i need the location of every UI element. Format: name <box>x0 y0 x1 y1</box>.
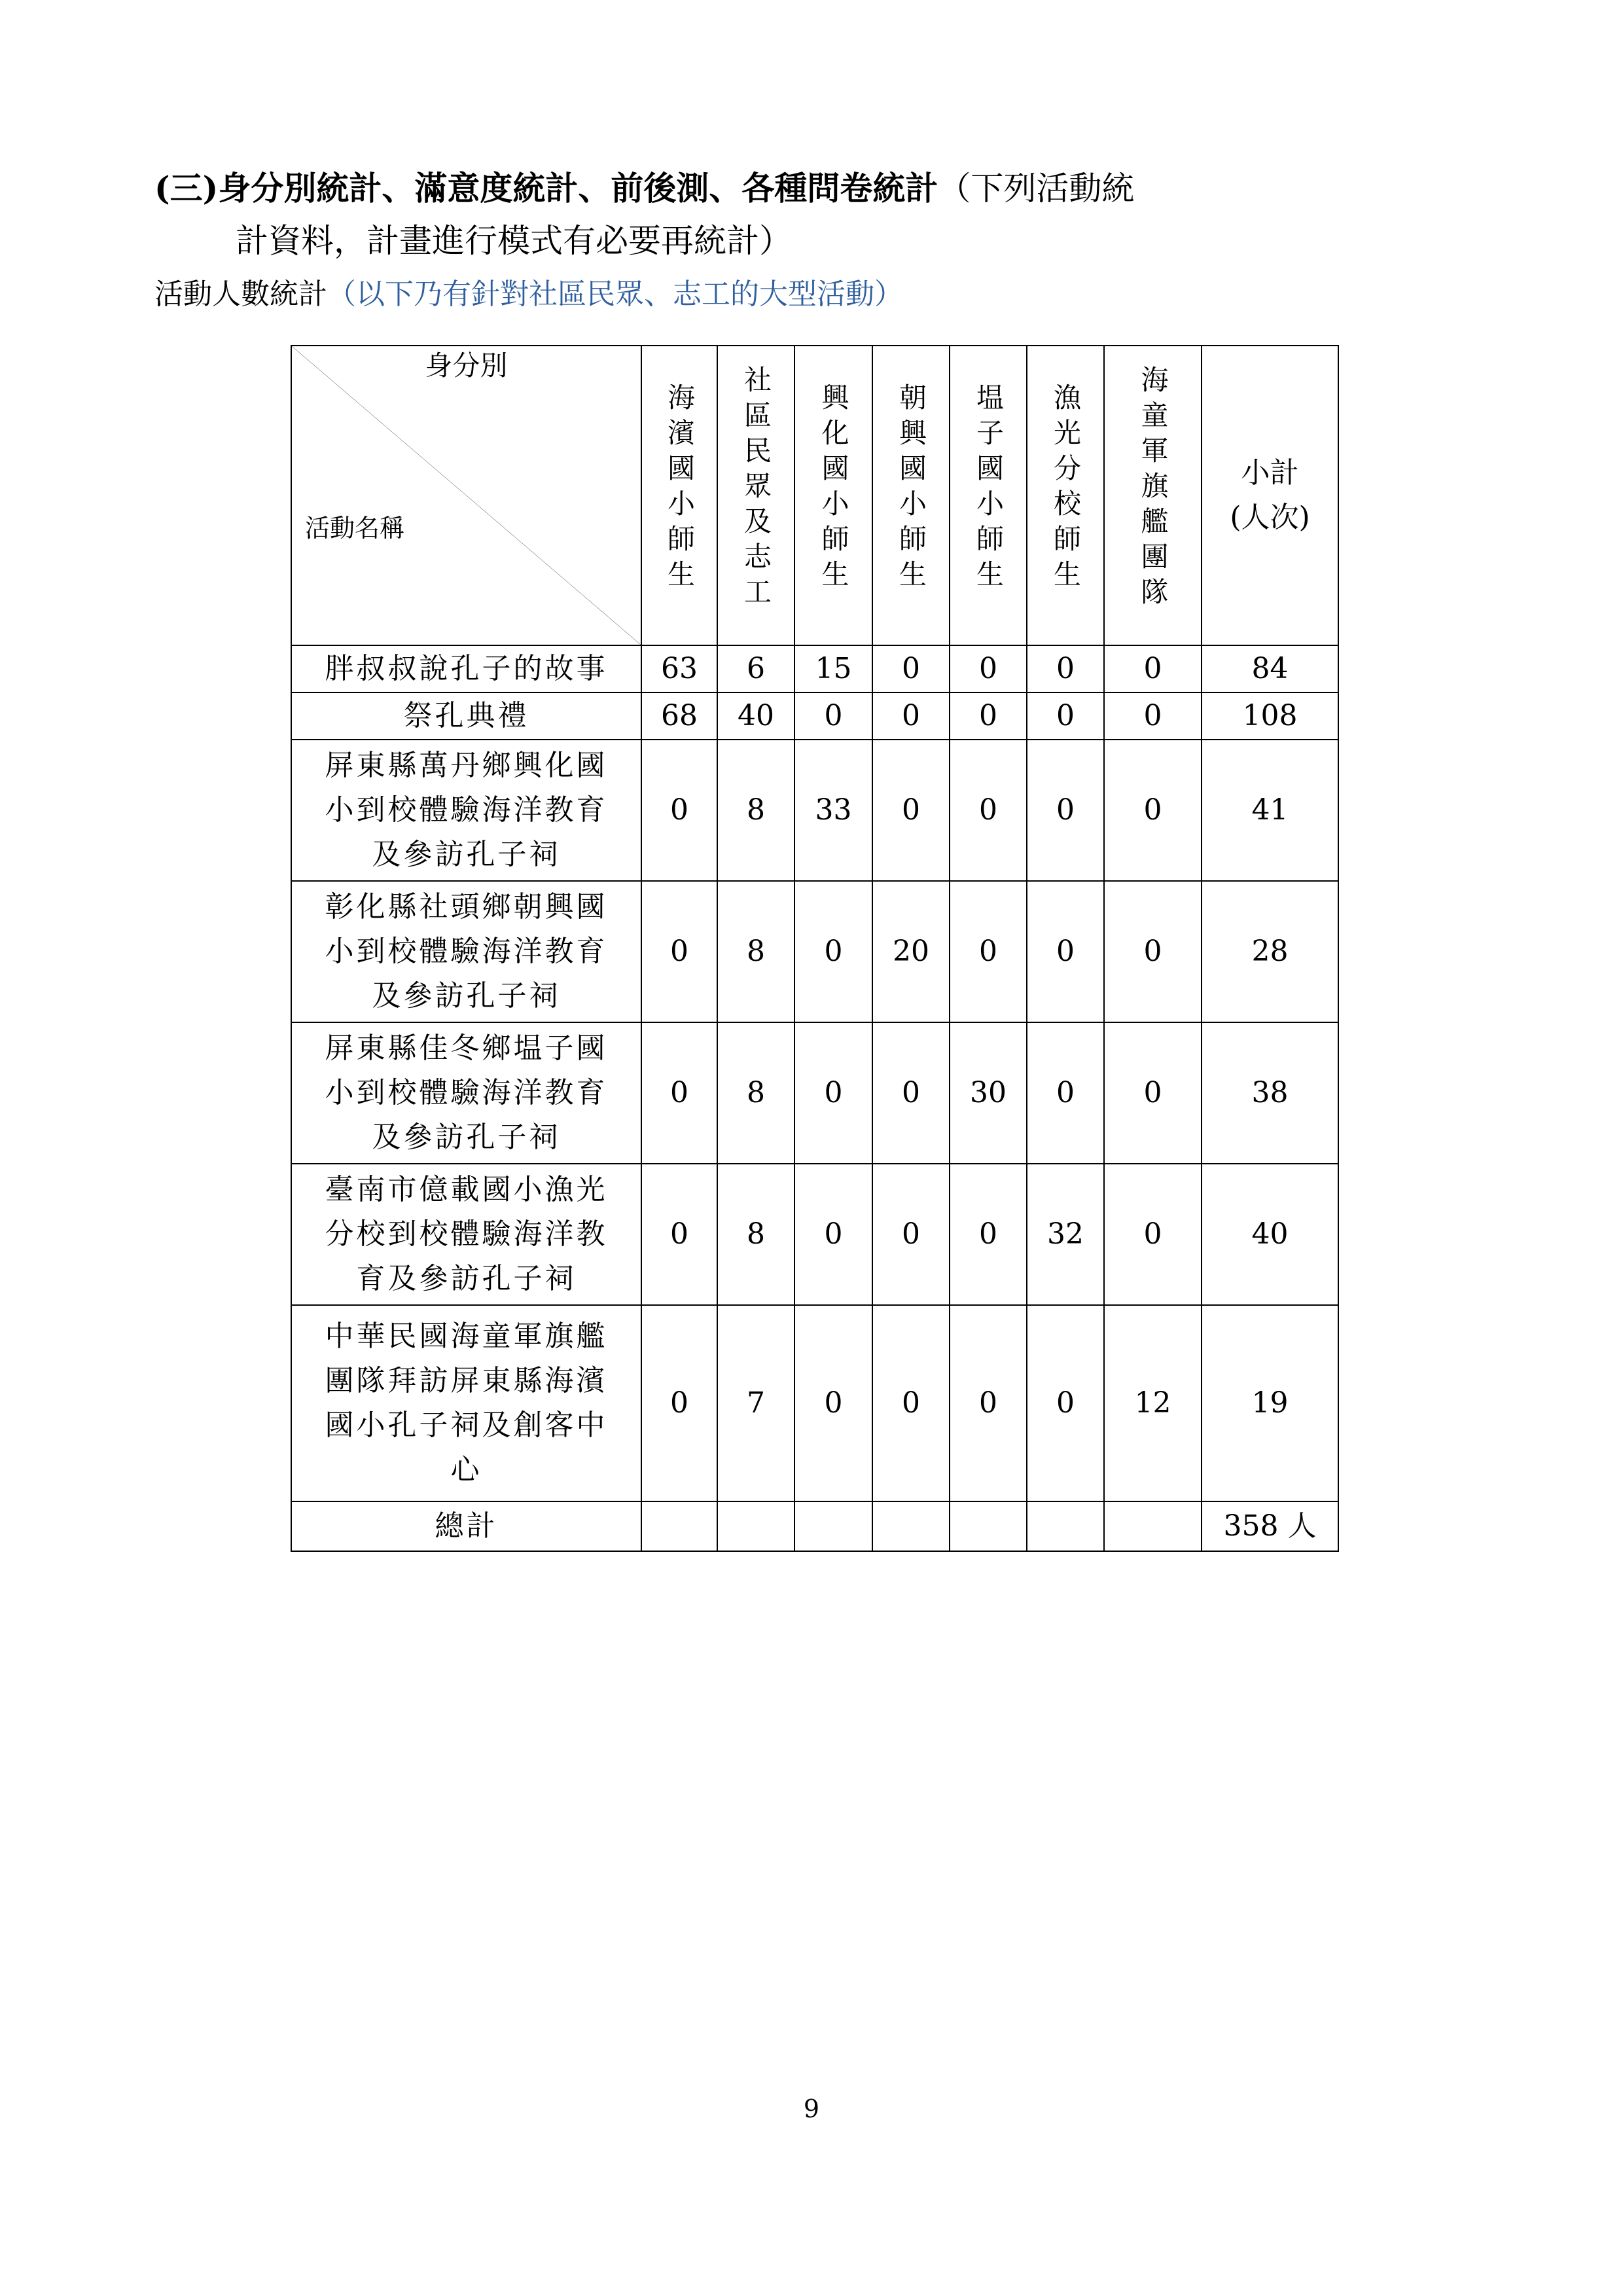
subtotal-cell: 38 <box>1202 1022 1338 1164</box>
count-cell: 0 <box>1027 740 1104 881</box>
count-cell: 33 <box>794 740 872 881</box>
count-cell: 15 <box>794 645 872 692</box>
table-row <box>291 1022 1338 1164</box>
count-cell: 0 <box>1104 692 1202 740</box>
column-header: 海童軍旗艦團隊 <box>1104 346 1202 645</box>
count-cell: 0 <box>794 1305 872 1501</box>
activity-name-line: 祭孔典禮 <box>403 699 529 732</box>
column-header: 社區民眾及志工 <box>717 346 794 645</box>
activity-name-line: 及參訪孔子祠 <box>372 1121 561 1154</box>
activity-name-line: 中華民國海童軍旗艦 <box>325 1319 608 1353</box>
activity-name-line: 分校到校體驗海洋教 <box>325 1217 608 1251</box>
activity-name-line: 小到校體驗海洋教育 <box>325 1076 608 1109</box>
count-cell: 0 <box>1104 1164 1202 1305</box>
subtotal-cell: 28 <box>1202 881 1338 1022</box>
count-cell: 8 <box>717 1164 794 1305</box>
activity-name <box>291 692 641 740</box>
activity-name-line: 胖叔叔說孔子的故事 <box>325 652 608 685</box>
table-row <box>291 645 1338 692</box>
count-cell: 0 <box>872 1164 950 1305</box>
count-cell: 0 <box>641 1164 717 1305</box>
heading-normal-part: （下列活動統 <box>938 170 1135 207</box>
activity-name-line: 小到校體驗海洋教育 <box>325 793 608 827</box>
subtotal-cell: 108 <box>1202 692 1338 740</box>
subheading-main: 活動人數統計 <box>154 278 327 311</box>
subheading-note: （以下乃有針對社區民眾、志工的大型活動） <box>327 278 903 311</box>
count-cell: 8 <box>717 881 794 1022</box>
corner-activity-label: 活動名稱 <box>305 514 405 543</box>
column-header: 漁光分校師生 <box>1027 346 1104 645</box>
count-cell: 8 <box>717 1022 794 1164</box>
count-cell: 0 <box>1027 692 1104 740</box>
count-cell: 0 <box>641 1022 717 1164</box>
activity-name <box>291 1305 641 1501</box>
count-cell: 8 <box>717 740 794 881</box>
activity-stats-table <box>291 345 1339 1552</box>
count-cell: 32 <box>1027 1164 1104 1305</box>
table-row <box>291 740 1338 881</box>
column-header: 興化國小師生 <box>794 346 872 645</box>
count-cell: 40 <box>717 692 794 740</box>
count-cell: 12 <box>1104 1305 1202 1501</box>
count-cell: 0 <box>794 881 872 1022</box>
total-empty-cell <box>1027 1501 1104 1551</box>
table-row <box>291 1305 1338 1501</box>
section-heading <box>154 162 1134 267</box>
count-cell: 0 <box>1104 740 1202 881</box>
activity-name-line: 心 <box>450 1453 482 1486</box>
count-cell: 68 <box>641 692 717 740</box>
heading-line2: 計資料，計畫進行模式有必要再統計） <box>236 222 792 260</box>
count-cell: 0 <box>950 881 1027 1022</box>
table-row <box>291 1164 1338 1305</box>
activity-name-line: 國小孔子祠及創客中 <box>325 1408 608 1442</box>
activity-name-line: 屏東縣萬丹鄉興化國 <box>325 749 608 782</box>
activity-name <box>291 881 641 1022</box>
count-cell: 63 <box>641 645 717 692</box>
count-cell: 0 <box>794 692 872 740</box>
total-empty-cell <box>641 1501 717 1551</box>
count-cell: 0 <box>641 740 717 881</box>
subtotal-cell: 41 <box>1202 740 1338 881</box>
count-cell: 0 <box>794 1164 872 1305</box>
table-row <box>291 692 1338 740</box>
count-cell: 30 <box>950 1022 1027 1164</box>
activity-name-line: 臺南市億載國小漁光 <box>325 1173 608 1206</box>
count-cell: 0 <box>1027 645 1104 692</box>
count-cell: 0 <box>872 740 950 881</box>
activity-name <box>291 740 641 881</box>
count-cell: 0 <box>950 645 1027 692</box>
count-cell: 6 <box>717 645 794 692</box>
activity-name <box>291 1022 641 1164</box>
heading-bold-part: (三)身分別統計、滿意度統計、前後測、各種問卷統計 <box>154 169 938 207</box>
subtotal-cell: 84 <box>1202 645 1338 692</box>
count-cell: 0 <box>1027 1022 1104 1164</box>
count-cell: 20 <box>872 881 950 1022</box>
count-cell: 0 <box>872 1022 950 1164</box>
total-value: 358 人 <box>1202 1501 1338 1551</box>
total-row <box>291 1501 1338 1551</box>
count-cell: 0 <box>1104 645 1202 692</box>
diagonal-line <box>292 346 641 645</box>
subtotal-header: 小計 (人次) <box>1202 346 1338 645</box>
count-cell: 0 <box>794 1022 872 1164</box>
column-header: 海濱國小師生 <box>641 346 717 645</box>
count-cell: 0 <box>950 692 1027 740</box>
count-cell: 0 <box>872 1305 950 1501</box>
activity-name-line: 屏東縣佳冬鄉塭子國 <box>325 1031 608 1065</box>
corner-cell <box>291 346 641 645</box>
page-number: 9 <box>803 2094 820 2123</box>
total-empty-cell <box>794 1501 872 1551</box>
count-cell: 0 <box>950 1305 1027 1501</box>
count-cell: 0 <box>950 1164 1027 1305</box>
total-empty-cell <box>1104 1501 1202 1551</box>
subheading <box>154 275 903 314</box>
count-cell: 0 <box>1027 881 1104 1022</box>
table-row <box>291 881 1338 1022</box>
activity-name-line: 彰化縣社頭鄉朝興國 <box>325 890 608 924</box>
column-header: 朝興國小師生 <box>872 346 950 645</box>
activity-name-line: 及參訪孔子祠 <box>372 838 561 871</box>
activity-name-line: 小到校體驗海洋教育 <box>325 935 608 968</box>
total-label: 總計 <box>291 1501 641 1551</box>
count-cell: 0 <box>641 1305 717 1501</box>
column-header: 塭子國小師生 <box>950 346 1027 645</box>
corner-identity-label: 身分別 <box>425 350 508 382</box>
count-cell: 0 <box>1027 1305 1104 1501</box>
count-cell: 0 <box>1104 881 1202 1022</box>
total-empty-cell <box>950 1501 1027 1551</box>
activity-name <box>291 1164 641 1305</box>
count-cell: 7 <box>717 1305 794 1501</box>
activity-name <box>291 645 641 692</box>
count-cell: 0 <box>641 881 717 1022</box>
count-cell: 0 <box>950 740 1027 881</box>
activity-name-line: 育及參訪孔子祠 <box>356 1262 577 1295</box>
count-cell: 0 <box>1104 1022 1202 1164</box>
count-cell: 0 <box>872 645 950 692</box>
activity-name-line: 團隊拜訪屏東縣海濱 <box>325 1364 608 1397</box>
subtotal-cell: 19 <box>1202 1305 1338 1501</box>
total-empty-cell <box>872 1501 950 1551</box>
total-empty-cell <box>717 1501 794 1551</box>
header-row <box>291 346 1338 645</box>
subtotal-cell: 40 <box>1202 1164 1338 1305</box>
activity-name-line: 及參訪孔子祠 <box>372 979 561 1013</box>
count-cell: 0 <box>872 692 950 740</box>
